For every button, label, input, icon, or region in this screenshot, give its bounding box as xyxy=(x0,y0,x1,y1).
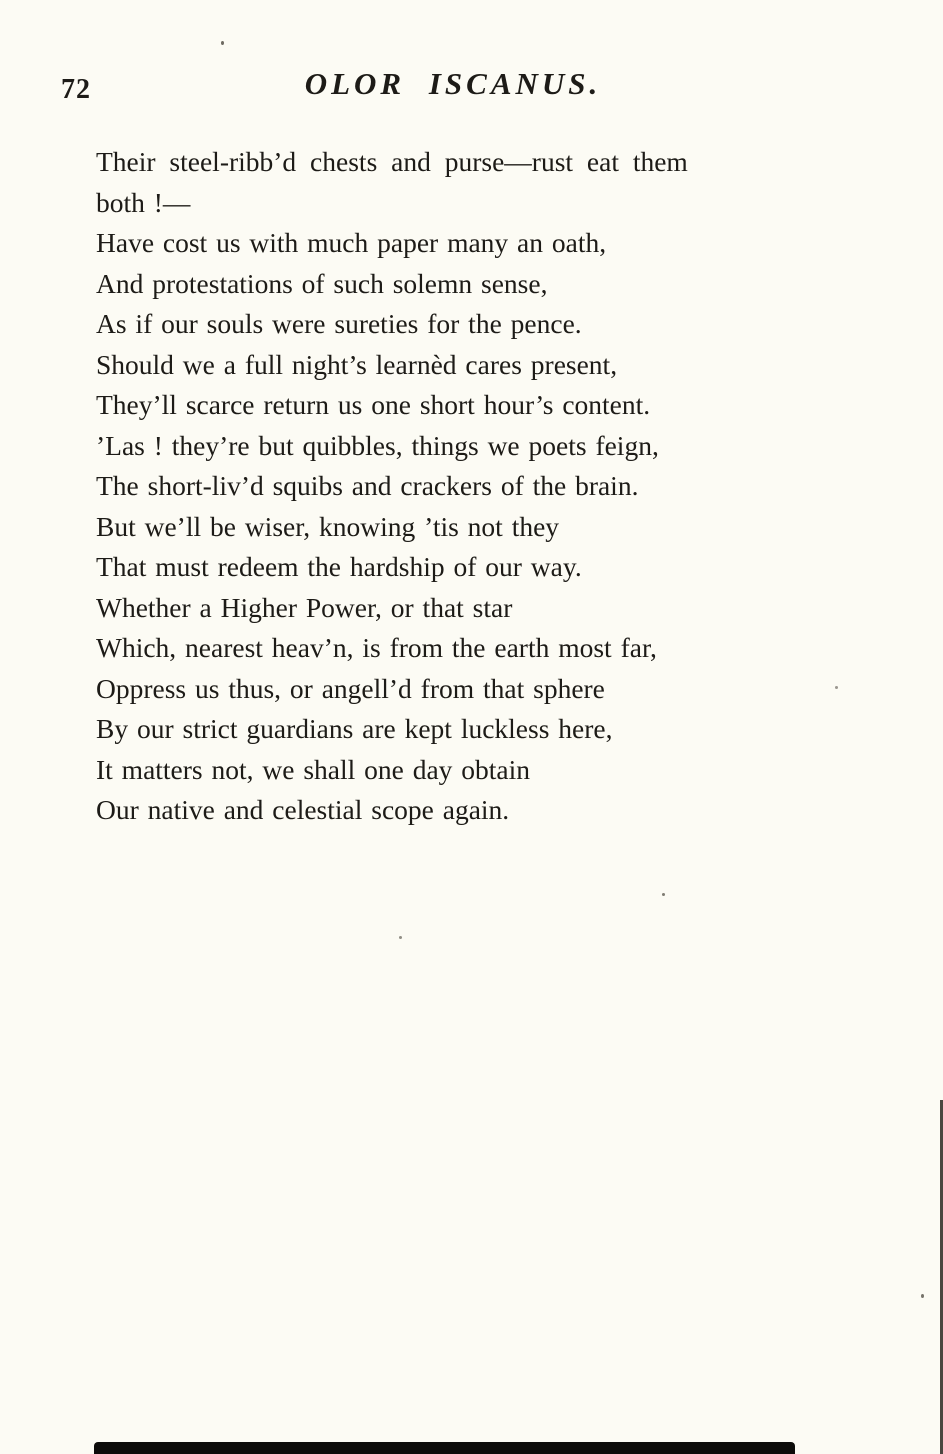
poem-line: They’ll scarce return us one short hour’s content. xyxy=(96,389,651,420)
poem-line: both !— xyxy=(96,186,191,218)
poem-line: But we’ll be wiser, knowing ’tis not they xyxy=(96,510,560,542)
poem-line: The short-liv’d squibs and crackers of the brain. xyxy=(96,470,639,501)
poem-line: And protestations of such solemn sense, xyxy=(96,267,548,299)
page-number: 72 xyxy=(61,74,91,105)
poem-line: Should we a full night’s learnèd cares present, xyxy=(96,348,618,380)
poem-text xyxy=(96,142,866,831)
poem-line: Have cost us with much paper many an oath, xyxy=(96,227,607,258)
running-title: OLOR ISCANUS. xyxy=(304,66,602,101)
scan-speck xyxy=(662,893,665,896)
poem-line: Which, nearest heav’n, is from the earth most far, xyxy=(96,632,657,663)
poem-line: Whether a Higher Power, or that star xyxy=(96,591,513,623)
scan-artifact-bottom-bar xyxy=(94,1442,795,1454)
scan-speck xyxy=(399,936,402,939)
poem-line: By our strict guardians are kept luckless here, xyxy=(96,713,613,744)
poem-line: It matters not, we shall one day obtain xyxy=(96,753,531,785)
scan-speck xyxy=(921,1294,924,1298)
poem-line: Their steel-ribb’d chests and purse—rust eat them xyxy=(96,146,688,177)
poem-line: As if our souls were sureties for the pence. xyxy=(96,308,582,339)
page-header xyxy=(0,66,943,112)
scan-speck xyxy=(221,41,224,45)
poem-line: That must redeem the hardship of our way. xyxy=(96,551,582,582)
poem-line: Oppress us thus, or angell’d from that sphere xyxy=(96,672,605,704)
poem-line: Our native and celestial scope again. xyxy=(96,794,510,825)
poem-line: ’Las ! they’re but quibbles, things we poets feign, xyxy=(96,429,659,461)
